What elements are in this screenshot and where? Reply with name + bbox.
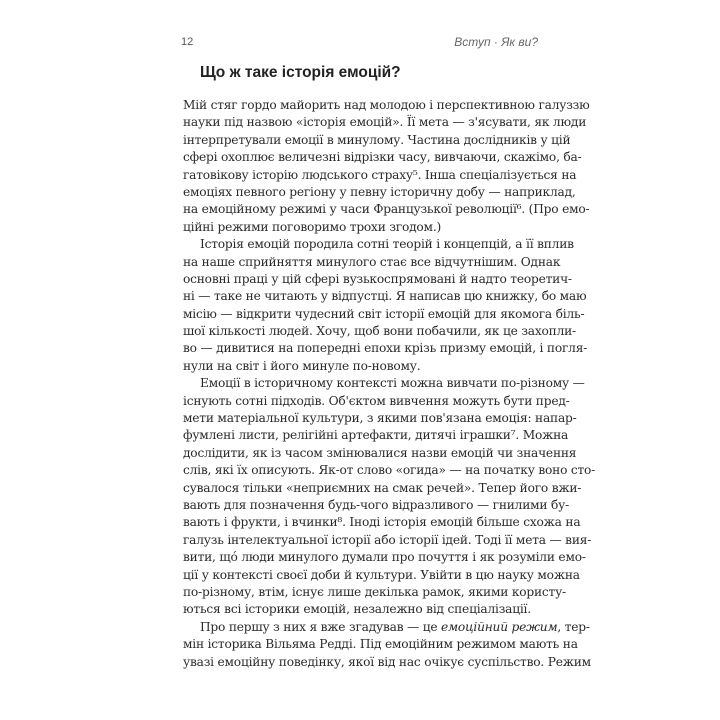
- text-line: сфері охоплює величезні відрізки часу, вивчаючи, скажімо, ба-: [183, 150, 582, 165]
- text-line: нули на світ і його минуле по-новому.: [183, 358, 421, 373]
- text-line: ції у контексті своєї доби й культури. Увійти в цю науку можна: [183, 567, 580, 582]
- text-line: основні праці у цій сфері вузькоспрямовані й надто теоретич-: [183, 271, 572, 286]
- text-line: науки під назвою «історія емоцій». Її мета — з'ясувати, як люди: [183, 115, 587, 130]
- text-line: вають для позначення будь-чого відразливого — гнилими бу-: [183, 497, 570, 512]
- text-line: Історія емоцій породила сотні теорій і концепцій, а її вплив: [200, 237, 574, 252]
- text-line: ційні режими поговоримо трохи згодом.): [183, 219, 442, 234]
- text-line: слів, які їх описують. Як-от слово «огида» — на початку воно сто-: [183, 463, 596, 478]
- running-title: Вступ · Як ви?: [454, 35, 538, 49]
- text-fragment: Про першу з них я вже згадував — це: [200, 619, 442, 634]
- text-line: існують сотні підходів. Об'єктом вивчення можуть бути пред-: [183, 393, 570, 408]
- page-number: 12: [181, 36, 194, 48]
- text-line: мети матеріальної культури, з якими пов'язана емоція: напар-: [183, 411, 577, 426]
- text-line: на наше сприйняття минулого стає все відчутнішим. Однак: [183, 254, 561, 269]
- text-line: сувалося тільки «неприємних на смак речей». Тепер його вжи-: [183, 480, 582, 495]
- text-line: увазі емоційну поведінку, якої від нас очікує суспільство. Режим: [183, 654, 591, 669]
- text-line: на емоційному режимі у часи Французької революції⁶. (Про емо-: [183, 202, 590, 217]
- text-line: Емоції в історичному контексті можна вивчати по-різному —: [200, 376, 585, 391]
- text-line: емоціях певного регіону у певну історичну добу — наприклад,: [183, 184, 576, 199]
- text-line: гатовікову історію людського страху⁵. Інша спеціалізується на: [183, 167, 577, 182]
- text-line: ні — таке не читають у відпустці. Я написав цю книжку, бо маю: [183, 289, 587, 304]
- text-line: галузь інтелектуальної історії або історії ідей. Тоді її мета — вия-: [183, 532, 592, 547]
- text-fragment: , тер-: [557, 619, 590, 634]
- text-line: вити, щó люди минулого думали про почуття і як розуміли емо-: [183, 550, 586, 565]
- text-line: інтерпретували емоції в минулому. Частина дослідників у цій: [183, 132, 571, 147]
- text-line: по-різному, втім, існує лише декілька рамок, якими користу-: [183, 584, 566, 599]
- text-line: місію — відкрити чудесний світ історії емоцій для якомога біль-: [183, 306, 585, 321]
- text-line: [183, 619, 590, 636]
- text-line: шої кількості людей. Хочу, щоб вони побачили, як це захопли-: [183, 324, 576, 339]
- text-line: ються всі історики емоцій, незалежно від спеціалізації.: [183, 602, 531, 617]
- text-line: фумлені листи, релігійні артефакти, дитячі іграшки⁷. Можна: [183, 428, 569, 443]
- text-line: вають і фрукти, і вчинки⁸. Іноді історія емоцій більше схожа на: [183, 515, 581, 530]
- text-line: мін історика Вільяма Редді. Під емоційним режимом мають на: [183, 637, 578, 652]
- emphasized-term: емоційний режим: [441, 619, 558, 634]
- body-text: [183, 97, 596, 671]
- section-heading: Що ж таке історія емоцій?: [200, 64, 401, 81]
- text-line: во — дивитися на попередні епохи крізь призму емоцій, і погля-: [183, 341, 588, 356]
- text-line: Мій стяг гордо майорить над молодою і перспективною галуззю: [183, 98, 590, 112]
- text-line: дослідити, як із часом змінювалися назви емоцій чи значення: [183, 445, 577, 460]
